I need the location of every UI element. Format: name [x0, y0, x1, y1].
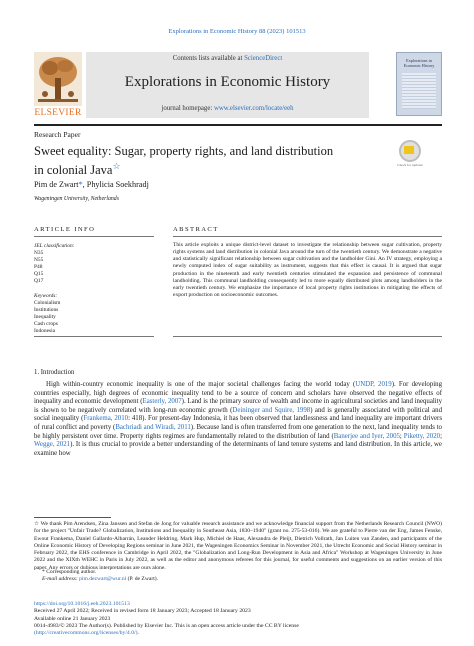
abstract-heading: ABSTRACT	[173, 226, 219, 233]
keywords-heading: Keywords:	[34, 292, 58, 299]
keyword: Indonesia	[34, 328, 55, 335]
citation-link[interactable]: Frankema, 2010	[83, 415, 129, 423]
intro-text: ). For developing countries especially, high degrees of economic inequality tend to be a source of concern and scholars have observed the negative effects of inequality and economic development (	[34, 381, 442, 406]
abstract-rule	[173, 236, 442, 237]
section-heading-introduction: 1. Introduction	[34, 369, 75, 376]
corresponding-author-footnote	[42, 569, 158, 584]
intro-text: ;	[399, 432, 404, 440]
citation-link[interactable]: Piketty, 2020	[403, 432, 441, 440]
elsevier-wordmark: ELSEVIER	[34, 108, 82, 118]
citation-link[interactable]: Bachriadi and Wiradi, 2011	[115, 423, 191, 431]
journal-masthead	[34, 52, 442, 118]
intro-text: ). Land is the primary source of wealth and income in agricultural societies and land inequality is shown to be negatively correlated with long-run economic growth (	[34, 398, 442, 414]
license-link[interactable]: (http://creativecommons.org/licenses/by/4.0/)	[34, 630, 138, 637]
masthead-rule	[34, 124, 442, 126]
received-dates: Received 27 April 2022; Received in revised form 18 January 2023; Accepted 18 January 2023	[34, 608, 251, 615]
intro-text: ). Because land is often transferred from one generation to the next, land inequality tends to be highly persistent over time. Property rights regimes are fundamentally related to the distribution of land (	[34, 423, 442, 440]
homepage-prefix: journal homepage:	[161, 105, 214, 112]
elsevier-logo[interactable]	[34, 52, 82, 118]
article-info-heading: ARTICLE INFO	[34, 226, 96, 233]
check-for-updates-bookmark	[404, 146, 414, 154]
journal-homepage	[86, 105, 369, 112]
jel-code: P48	[34, 264, 43, 271]
intro-text: High within-country economic inequality is one of the major societal challenges facing the world today (	[46, 381, 356, 388]
copyright-line: 0014-4983/© 2023 The Author(s). Published by Elsevier Inc. This is an open access article under the CC BY license	[34, 622, 299, 629]
intro-text: ) and is generally associated with political and social inequality (	[34, 406, 442, 423]
available-online: Available online 21 January 2023	[34, 615, 111, 622]
title-footnote-mark[interactable]: ☆	[112, 161, 121, 171]
article-info-bottom-rule	[34, 336, 154, 337]
email-label: E-mail address:	[42, 576, 80, 583]
citation-link[interactable]: UNDP, 2019	[355, 381, 392, 388]
abstract-text: This article exploits a unique district-level dataset to investigate the relationship between sugar cultivation, property rights systems and land distribution in colonial Java around the turn of the twentieth century. We demonstrate a negative and statistically significant relationship between sugar cultivation and the landholder Gini. An IV strategy, employing a newly computed index of sugar suitability as instrument, suggests that this effect is causal. It is argued that sugar production in the nineteenth and early twentieth centuries stimulated the expansion and persistence of communal landholding. This communal landholding consequently led to more equally distributed plots among landholders in the early twentieth century. We emphasize the importance of local property rights institutions in mitigating the effects of export production on socioeconomic outcomes.	[173, 242, 442, 299]
email-link[interactable]: pim.dezwart@wur.nl	[79, 576, 127, 583]
keyword: Cash crops	[34, 320, 58, 327]
elsevier-tree-logo	[34, 52, 82, 106]
jel-code: Q15	[34, 271, 44, 278]
abstract-bottom-rule	[173, 336, 442, 337]
info-spacer	[34, 286, 154, 293]
corresponding-author-mark[interactable]: *	[78, 180, 83, 189]
jel-heading: JEL classification:	[34, 243, 75, 249]
article-info-panel	[34, 243, 154, 335]
introduction-paragraph	[34, 381, 442, 458]
intro-text: ). It is thus crucial to provide a better understanding of the determinants of land tenure systems and land distribution. In this article, we examine how	[34, 441, 442, 457]
contents-availability	[86, 55, 369, 62]
contents-prefix: Contents lists available at	[172, 55, 245, 62]
check-for-updates-label: Check for updates	[397, 163, 423, 167]
intro-text: ;	[440, 432, 442, 440]
cover-title: Explorations in Economic History	[403, 58, 435, 68]
article-history	[34, 601, 442, 637]
cover-artwork	[402, 73, 436, 109]
jel-code: N55	[34, 257, 44, 264]
article-type: Research Paper	[34, 130, 81, 139]
keyword: Inequality	[34, 313, 56, 320]
jel-code: N35	[34, 250, 44, 257]
keyword: Institutions	[34, 306, 59, 313]
keyword: Colonialism	[34, 299, 61, 306]
footnote-mark: *	[42, 569, 45, 575]
doi-link[interactable]: https://doi.org/10.1016/j.eeh.2023.101513	[34, 601, 130, 607]
acknowledgement-footnote	[34, 521, 442, 572]
check-for-updates-button[interactable]	[396, 140, 424, 174]
citation-link[interactable]: Wegge, 2021	[34, 441, 71, 449]
intro-text: : 418). For present-day Indonesia, it has been observed that landlessness and land inequality are important drivers of rural conflict and poverty (	[34, 415, 442, 431]
footnote-mark: ☆	[34, 521, 40, 527]
email-suffix: (P. de Zwart).	[126, 576, 159, 583]
author-name[interactable]: Phylicia Soekhradj	[86, 180, 149, 189]
homepage-link[interactable]: www.elsevier.com/locate/eeh	[213, 105, 294, 112]
article-info-rule	[34, 236, 154, 237]
citation-link[interactable]: Deininger and Squire, 1998	[232, 406, 311, 414]
author-separator: ,	[82, 180, 87, 189]
sciencedirect-link[interactable]: ScienceDirect	[244, 55, 283, 62]
footnote-rule	[34, 517, 111, 518]
journal-cover-thumbnail[interactable]	[396, 52, 442, 116]
jel-code: Q17	[34, 278, 44, 285]
footnote-text: Corresponding author.	[44, 569, 97, 575]
license-suffix: .	[137, 630, 139, 637]
author-name[interactable]: Pim de Zwart	[34, 180, 79, 189]
journal-title: Explorations in Economic History	[124, 74, 331, 90]
affiliation: Wageningen University, Netherlands	[34, 196, 119, 202]
journal-reference[interactable]: Explorations in Economic History 88 (2023) 101513	[168, 28, 306, 35]
article-title	[34, 144, 344, 178]
footnote-text: We thank Pim Arendsen, Zina Janssen and Stefan de Jong for valuable research assistance and we acknowledge financial support from the Netherlands Research Council (NWO) for the project "Unfair Trade? Globalization, Institutions and Inequality in Southeast Asia, 1830–1940" (grant no. 275-53-016). We are grateful to Pierre van der Eng, James Fenske, Ewout Frankema, Daniel Gallardo-Albarrán, Leander Heldring, Mark Hup, Michiel de Haas, Alexandra de Pleijt, Dietrich Vollrath, Jan Luiten van Zanden, and participants of the Online Economic History of Developing Regions seminar in June 2021, the Wageningen Economics Seminar in November 2021, the Utrecht Economic and Social History seminar in February 2022, the EHS conference in Cambridge in April 2022, the "Globalization and Long-Run Development in Asia and Africa" Workshop at Wageningen University in June 2022 and the XIXth WEHC in Paris in July 2022, as well as the editor and anonymous referees for this journal, for useful comments and suggestions on an earlier version of this paper. Any errors or dubious interpretations are ours alone.	[34, 521, 443, 571]
citation-link[interactable]: Banerjee and Iyer, 2005	[333, 432, 400, 440]
author-list	[34, 180, 149, 189]
citation-link[interactable]: Easterly, 2007	[142, 398, 182, 406]
title-text: Sweet equality: Sugar, property rights, and land distribution in colonial Java	[34, 144, 334, 178]
